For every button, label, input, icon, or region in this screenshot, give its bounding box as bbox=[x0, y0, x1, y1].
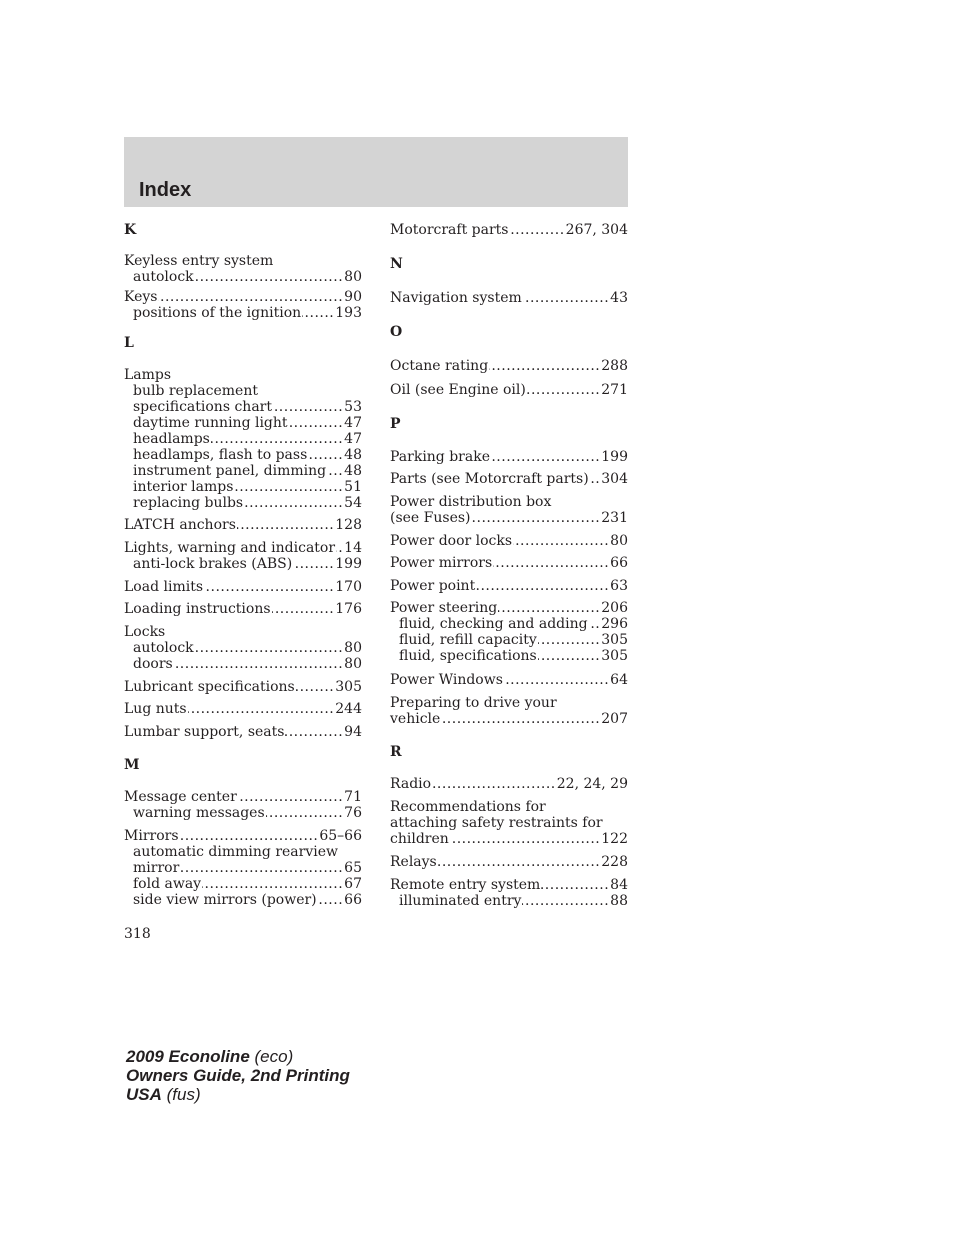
dot-leader bbox=[513, 533, 609, 549]
entry-term: children bbox=[390, 831, 449, 847]
index-entry bbox=[390, 533, 628, 549]
entry-page-ref: 122 bbox=[601, 831, 628, 847]
index-subentry-line bbox=[124, 415, 362, 431]
index-entry-line bbox=[124, 789, 362, 805]
entry-page-ref: 67 bbox=[344, 876, 362, 892]
index-subentry-line bbox=[124, 305, 362, 321]
entry-page-ref: 66 bbox=[610, 555, 628, 571]
dot-leader bbox=[302, 305, 334, 321]
section-header bbox=[124, 137, 628, 207]
entry-page-ref: 305 bbox=[601, 648, 628, 664]
index-letter-heading: K bbox=[124, 222, 137, 238]
index-entry-line bbox=[390, 815, 628, 831]
entry-term: Motorcraft parts bbox=[390, 222, 509, 238]
index-subentry-line bbox=[124, 463, 362, 479]
entry-page-ref: 51 bbox=[344, 479, 362, 495]
entry-page-ref: 228 bbox=[601, 854, 628, 870]
dot-leader bbox=[244, 495, 343, 511]
index-entry bbox=[390, 578, 628, 594]
dot-leader bbox=[285, 724, 343, 740]
index-subentry-line bbox=[124, 860, 362, 876]
dot-leader bbox=[438, 854, 601, 870]
dot-leader bbox=[432, 776, 556, 792]
index-subentry-line bbox=[390, 632, 628, 648]
footer-model: 2009 Econoline bbox=[126, 1047, 250, 1066]
index-entry-line bbox=[124, 601, 362, 617]
dot-leader bbox=[541, 877, 609, 893]
dot-leader bbox=[293, 556, 334, 572]
entry-page-ref: 48 bbox=[344, 463, 362, 479]
index-subentry-line bbox=[390, 648, 628, 664]
index-entry bbox=[390, 358, 628, 374]
index-entry-line bbox=[124, 679, 362, 695]
index-entry-line bbox=[390, 494, 628, 510]
index-entry bbox=[124, 701, 362, 717]
index-entry bbox=[390, 695, 628, 727]
index-entry bbox=[124, 601, 362, 617]
index-entry-line bbox=[390, 600, 628, 616]
index-entry bbox=[390, 799, 628, 847]
index-entry-line bbox=[390, 290, 628, 306]
entry-page-ref: 267, 304 bbox=[565, 222, 628, 238]
dot-leader bbox=[472, 510, 601, 526]
entry-term: mirror bbox=[133, 860, 180, 876]
index-entry-line bbox=[124, 540, 362, 556]
footer-model-code: (eco) bbox=[254, 1047, 294, 1066]
footer-edition: Owners Guide, 2nd Printing bbox=[126, 1066, 350, 1085]
index-entry bbox=[390, 776, 628, 792]
dot-leader bbox=[174, 656, 343, 672]
entry-term: Locks bbox=[124, 624, 166, 640]
entry-page-ref: 94 bbox=[344, 724, 362, 740]
index-subentry-line bbox=[124, 495, 362, 511]
dot-leader bbox=[538, 648, 601, 664]
entry-page-ref: 288 bbox=[601, 358, 628, 374]
entry-term: Lubricant specifications bbox=[124, 679, 295, 695]
index-entry-line bbox=[390, 222, 628, 238]
entry-page-ref: 22, 24, 29 bbox=[556, 776, 628, 792]
entry-term: Octane rating bbox=[390, 358, 489, 374]
index-subentry-line bbox=[390, 893, 628, 909]
entry-page-ref: 76 bbox=[344, 805, 362, 821]
dot-leader bbox=[318, 892, 344, 908]
entry-page-ref: 80 bbox=[344, 269, 362, 285]
entry-term: interior lamps bbox=[133, 479, 234, 495]
index-entry-line bbox=[124, 624, 362, 640]
index-entry bbox=[390, 382, 628, 398]
index-entry-line bbox=[390, 672, 628, 688]
entry-page-ref: 65–66 bbox=[319, 828, 362, 844]
index-entry-line bbox=[390, 776, 628, 792]
dot-leader bbox=[509, 222, 564, 238]
index-entry bbox=[390, 854, 628, 870]
dot-leader bbox=[489, 358, 600, 374]
dot-leader bbox=[441, 711, 600, 727]
entry-page-ref: 47 bbox=[344, 431, 362, 447]
dot-leader bbox=[202, 876, 343, 892]
entry-term: Message center bbox=[124, 789, 237, 805]
entry-page-ref: 64 bbox=[610, 672, 628, 688]
entry-term: doors bbox=[133, 656, 173, 672]
index-entry-line bbox=[124, 517, 362, 533]
entry-term: specifications chart bbox=[133, 399, 272, 415]
index-entry bbox=[390, 877, 628, 909]
entry-term: fluid, specifications bbox=[399, 648, 537, 664]
footer-market-code: (fus) bbox=[166, 1085, 201, 1104]
index-entry bbox=[124, 517, 362, 533]
header-title: Index bbox=[139, 179, 192, 201]
index-entry bbox=[390, 222, 628, 238]
index-subentry-line bbox=[124, 431, 362, 447]
entry-page-ref: 80 bbox=[344, 656, 362, 672]
entry-term: Power steering bbox=[390, 600, 498, 616]
index-entry-line bbox=[390, 382, 628, 398]
entry-page-ref: 90 bbox=[344, 289, 362, 305]
entry-page-ref: 305 bbox=[335, 679, 362, 695]
index-entry-line bbox=[390, 471, 628, 487]
entry-page-ref: 14 bbox=[344, 540, 362, 556]
entry-term: Relays bbox=[390, 854, 437, 870]
index-entry bbox=[390, 555, 628, 571]
dot-leader bbox=[308, 447, 343, 463]
entry-term: Lumbar support, seats bbox=[124, 724, 285, 740]
dot-leader bbox=[272, 601, 335, 617]
index-subentry-line bbox=[390, 616, 628, 632]
entry-page-ref: 66 bbox=[344, 892, 362, 908]
entry-term: illuminated entry bbox=[399, 893, 522, 909]
index-subentry-line bbox=[124, 269, 362, 285]
entry-page-ref: 207 bbox=[601, 711, 628, 727]
entry-page-ref: 244 bbox=[335, 701, 362, 717]
entry-page-ref: 206 bbox=[601, 600, 628, 616]
entry-term: Lights, warning and indicator bbox=[124, 540, 336, 556]
entry-term: Remote entry system bbox=[390, 877, 541, 893]
entry-term: Power distribution box bbox=[390, 494, 552, 510]
entry-page-ref: 199 bbox=[335, 556, 362, 572]
index-entry bbox=[124, 789, 362, 821]
index-entry bbox=[124, 828, 362, 908]
index-entry-line bbox=[124, 367, 362, 383]
index-letter-heading: O bbox=[390, 324, 403, 340]
index-subentry-line bbox=[124, 447, 362, 463]
index-entry-line bbox=[390, 711, 628, 727]
dot-leader bbox=[234, 479, 343, 495]
entry-term: Parts (see Motorcraft parts) bbox=[390, 471, 589, 487]
index-entry bbox=[124, 624, 362, 672]
dot-leader bbox=[491, 449, 600, 465]
dot-leader bbox=[237, 517, 334, 533]
entry-term: LATCH anchors bbox=[124, 517, 236, 533]
entry-term: Lug nuts bbox=[124, 701, 187, 717]
index-entry-line bbox=[390, 449, 628, 465]
entry-term: Preparing to drive your bbox=[390, 695, 557, 711]
entry-term: Keyless entry system bbox=[124, 253, 274, 269]
entry-page-ref: 170 bbox=[335, 579, 362, 595]
entry-term: Power door locks bbox=[390, 533, 513, 549]
entry-term: automatic dimming rearview bbox=[133, 844, 339, 860]
dot-leader bbox=[273, 399, 343, 415]
dot-leader bbox=[195, 269, 344, 285]
dot-leader bbox=[327, 463, 343, 479]
index-entry-line bbox=[390, 533, 628, 549]
entry-page-ref: 176 bbox=[335, 601, 362, 617]
index-subentry-line bbox=[124, 399, 362, 415]
entry-term: fluid, checking and adding bbox=[399, 616, 588, 632]
entry-term: (see Fuses) bbox=[390, 510, 471, 526]
index-entry bbox=[390, 600, 628, 664]
dot-leader bbox=[527, 382, 600, 398]
entry-page-ref: 231 bbox=[601, 510, 628, 526]
dot-leader bbox=[523, 290, 609, 306]
entry-page-ref: 43 bbox=[610, 290, 628, 306]
entry-page-ref: 65 bbox=[344, 860, 362, 876]
entry-page-ref: 47 bbox=[344, 415, 362, 431]
index-entry-line bbox=[390, 854, 628, 870]
entry-page-ref: 199 bbox=[601, 449, 628, 465]
dot-leader bbox=[289, 415, 344, 431]
entry-term: fluid, refill capacity bbox=[399, 632, 537, 648]
entry-term: Recommendations for bbox=[390, 799, 546, 815]
dot-leader bbox=[522, 893, 609, 909]
index-entry-line bbox=[124, 828, 362, 844]
page-number: 318 bbox=[124, 926, 151, 942]
index-entry bbox=[390, 471, 628, 487]
index-entry-line bbox=[124, 253, 362, 269]
entry-page-ref: 305 bbox=[601, 632, 628, 648]
entry-page-ref: 296 bbox=[601, 616, 628, 632]
entry-term: Mirrors bbox=[124, 828, 179, 844]
entry-page-ref: 71 bbox=[344, 789, 362, 805]
index-entry bbox=[390, 672, 628, 688]
dot-leader bbox=[589, 616, 601, 632]
entry-page-ref: 88 bbox=[610, 893, 628, 909]
index-entry-line bbox=[390, 877, 628, 893]
index-letter-heading: L bbox=[124, 335, 134, 351]
dot-leader bbox=[336, 540, 343, 556]
index-entry-line bbox=[390, 358, 628, 374]
dot-leader bbox=[450, 831, 600, 847]
index-entry bbox=[124, 289, 362, 321]
dot-leader bbox=[180, 828, 319, 844]
entry-term: Radio bbox=[390, 776, 432, 792]
index-subentry-line bbox=[124, 383, 362, 399]
index-entry-line bbox=[390, 510, 628, 526]
entry-term: Power point bbox=[390, 578, 476, 594]
index-subentry-line bbox=[124, 844, 362, 860]
index-entry bbox=[390, 290, 628, 306]
entry-term: positions of the ignition bbox=[133, 305, 302, 321]
dot-leader bbox=[238, 789, 343, 805]
entry-term: Parking brake bbox=[390, 449, 490, 465]
entry-page-ref: 48 bbox=[344, 447, 362, 463]
index-subentry-line bbox=[124, 556, 362, 572]
index-entry-line bbox=[390, 799, 628, 815]
dot-leader bbox=[590, 471, 601, 487]
entry-page-ref: 271 bbox=[601, 382, 628, 398]
index-entry-line bbox=[390, 831, 628, 847]
index-entry bbox=[124, 724, 362, 740]
index-entry bbox=[390, 494, 628, 526]
index-letter-heading: N bbox=[390, 256, 403, 272]
dot-leader bbox=[195, 640, 344, 656]
entry-term: side view mirrors (power) bbox=[133, 892, 317, 908]
entry-page-ref: 193 bbox=[335, 305, 362, 321]
index-entry-line bbox=[390, 578, 628, 594]
dot-leader bbox=[498, 600, 600, 616]
entry-term: daytime running light bbox=[133, 415, 288, 431]
dot-leader bbox=[504, 672, 609, 688]
entry-page-ref: 84 bbox=[610, 877, 628, 893]
index-entry-line bbox=[124, 724, 362, 740]
entry-page-ref: 128 bbox=[335, 517, 362, 533]
index-entry bbox=[124, 540, 362, 572]
dot-leader bbox=[296, 679, 335, 695]
index-subentry-line bbox=[124, 479, 362, 495]
entry-term: autolock bbox=[133, 269, 194, 285]
index-entry-line bbox=[390, 695, 628, 711]
index-entry bbox=[124, 579, 362, 595]
index-entry bbox=[390, 449, 628, 465]
entry-term: autolock bbox=[133, 640, 194, 656]
index-entry-line bbox=[390, 555, 628, 571]
index-letter-heading: M bbox=[124, 757, 140, 773]
entry-page-ref: 304 bbox=[601, 471, 628, 487]
index-letter-heading: P bbox=[390, 416, 401, 432]
entry-page-ref: 80 bbox=[344, 640, 362, 656]
footer-market: USA bbox=[126, 1085, 162, 1104]
dot-leader bbox=[266, 805, 344, 821]
entry-term: anti-lock brakes (ABS) bbox=[133, 556, 293, 572]
dot-leader bbox=[493, 555, 609, 571]
entry-term: Power mirrors bbox=[390, 555, 493, 571]
dot-leader bbox=[476, 578, 609, 594]
index-subentry-line bbox=[124, 805, 362, 821]
entry-term: attaching safety restraints for bbox=[390, 815, 603, 831]
dot-leader bbox=[211, 431, 343, 447]
entry-term: Power Windows bbox=[390, 672, 503, 688]
entry-page-ref: 80 bbox=[610, 533, 628, 549]
entry-page-ref: 63 bbox=[610, 578, 628, 594]
entry-term: Lamps bbox=[124, 367, 172, 383]
index-subentry-line bbox=[124, 892, 362, 908]
entry-term: instrument panel, dimming bbox=[133, 463, 327, 479]
entry-term: warning messages bbox=[133, 805, 265, 821]
index-subentry-line bbox=[124, 876, 362, 892]
index-entry bbox=[124, 679, 362, 695]
index-letter-heading: R bbox=[390, 744, 402, 760]
index-entry-line bbox=[124, 701, 362, 717]
entry-term: Navigation system bbox=[390, 290, 522, 306]
index-entry bbox=[124, 367, 362, 511]
entry-page-ref: 54 bbox=[344, 495, 362, 511]
entry-term: replacing bulbs bbox=[133, 495, 244, 511]
index-entry-line bbox=[124, 289, 362, 305]
entry-term: bulb replacement bbox=[133, 383, 258, 399]
entry-term: Keys bbox=[124, 289, 158, 305]
dot-leader bbox=[158, 289, 343, 305]
entry-term: Oil (see Engine oil) bbox=[390, 382, 526, 398]
entry-term: headlamps, flash to pass bbox=[133, 447, 308, 463]
entry-term: headlamps bbox=[133, 431, 210, 447]
entry-term: fold away bbox=[133, 876, 202, 892]
index-entry bbox=[124, 253, 362, 285]
dot-leader bbox=[538, 632, 601, 648]
entry-term: Loading instructions bbox=[124, 601, 271, 617]
entry-term: vehicle bbox=[390, 711, 441, 727]
document-footer bbox=[126, 1047, 350, 1104]
dot-leader bbox=[204, 579, 334, 595]
dot-leader bbox=[180, 860, 343, 876]
dot-leader bbox=[188, 701, 335, 717]
index-subentry-line bbox=[124, 656, 362, 672]
index-subentry-line bbox=[124, 640, 362, 656]
entry-term: Load limits bbox=[124, 579, 204, 595]
entry-page-ref: 53 bbox=[344, 399, 362, 415]
index-entry-line bbox=[124, 579, 362, 595]
